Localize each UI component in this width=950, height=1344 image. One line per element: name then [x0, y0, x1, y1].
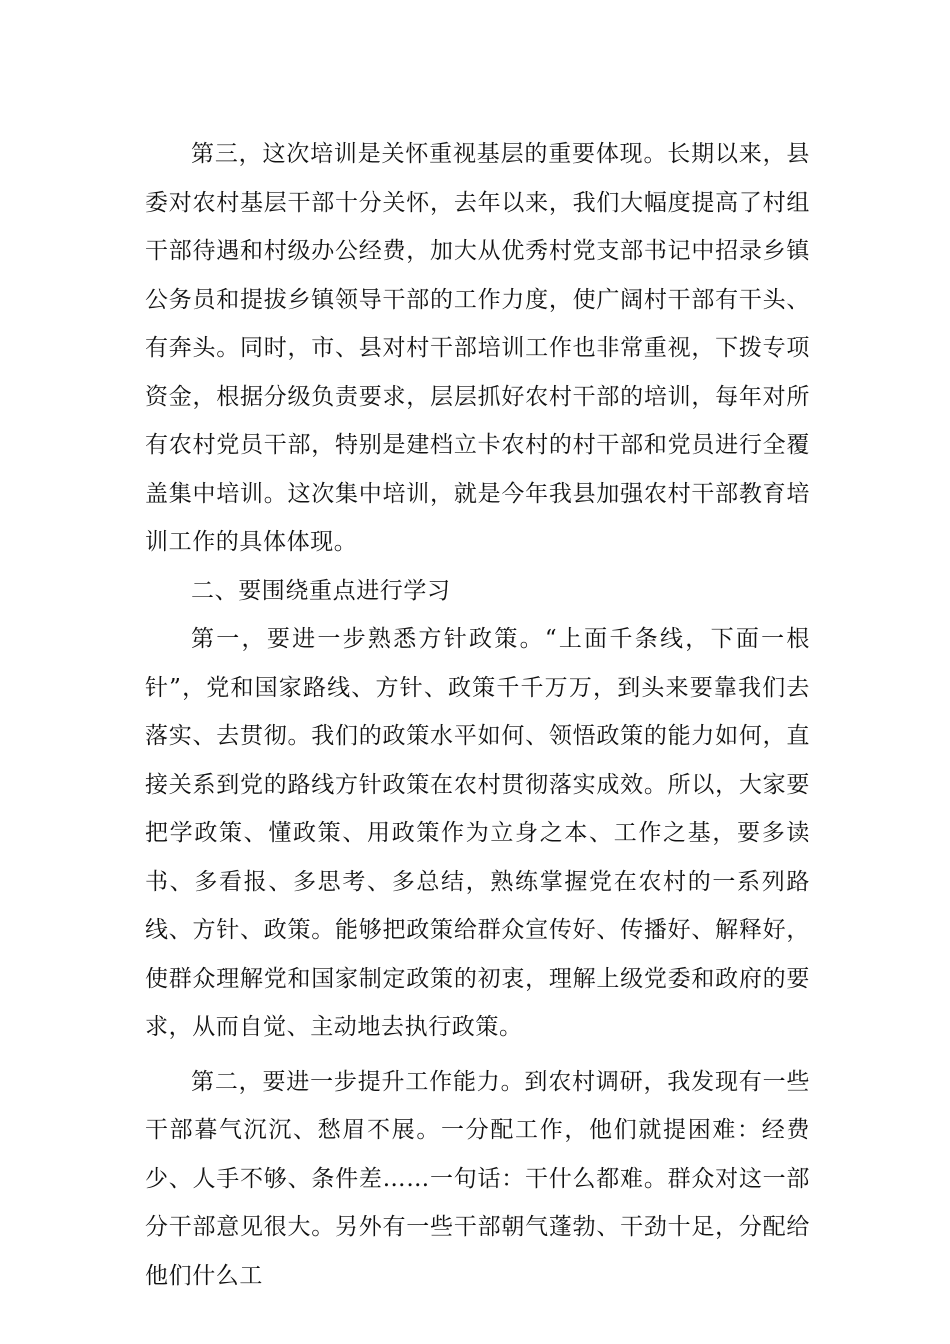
document-body: [145, 130, 810, 1300]
paragraph-first-policy: 第一，要进一步熟悉方针政策。“上面千条线，下面一根针”，党和国家路线、方针、政策千千万万，到头来要靠我们去落实、去贯彻。我们的政策水平如何、领悟政策的能力如何，直接关系到党的路线方针政策在农村贯彻落实成效。所以，大家要把学政策、懂政策、用政策作为立身之本、工作之基，要多读书、多看报、多思考、多总结，熟练掌握党在农村的一系列路线、方针、政策。能够把政策给群众宣传好、传播好、解释好，使群众理解党和国家制定政策的初衷，理解上级党委和政府的要求，从而自觉、主动地去执行政策。: [145, 626, 810, 1040]
paragraph-third-point: 第三，这次培训是关怀重视基层的重要体现。长期以来，县委对农村基层干部十分关怀，去年以来，我们大幅度提高了村组干部待遇和村级办公经费，加大从优秀村党支部书记中招录乡镇公务员和提拔乡镇领导干部的工作力度，使广阔村干部有干头、有奔头。同时，市、县对村干部培训工作也非常重视，下拨专项资金，根据分级负责要求，层层抓好农村干部的培训，每年对所有农村党员干部，特别是建档立卡农村的村干部和党员进行全覆盖集中培训。这次集中培训，就是今年我县加强农村干部教育培训工作的具体体现。: [145, 141, 810, 555]
section-heading-study-focus: 二、要围绕重点进行学习: [191, 577, 451, 604]
paragraph-second-ability: 第二，要进一步提升工作能力。到农村调研，我发现有一些干部暮气沉沉、愁眉不展。一分配工作，他们就提困难：经费少、人手不够、条件差……一句话：干什么都难。群众对这一部分干部意见很大。另外有一些干部朝气蓬勃、干劲十足，分配给他们什么工: [145, 1068, 810, 1289]
